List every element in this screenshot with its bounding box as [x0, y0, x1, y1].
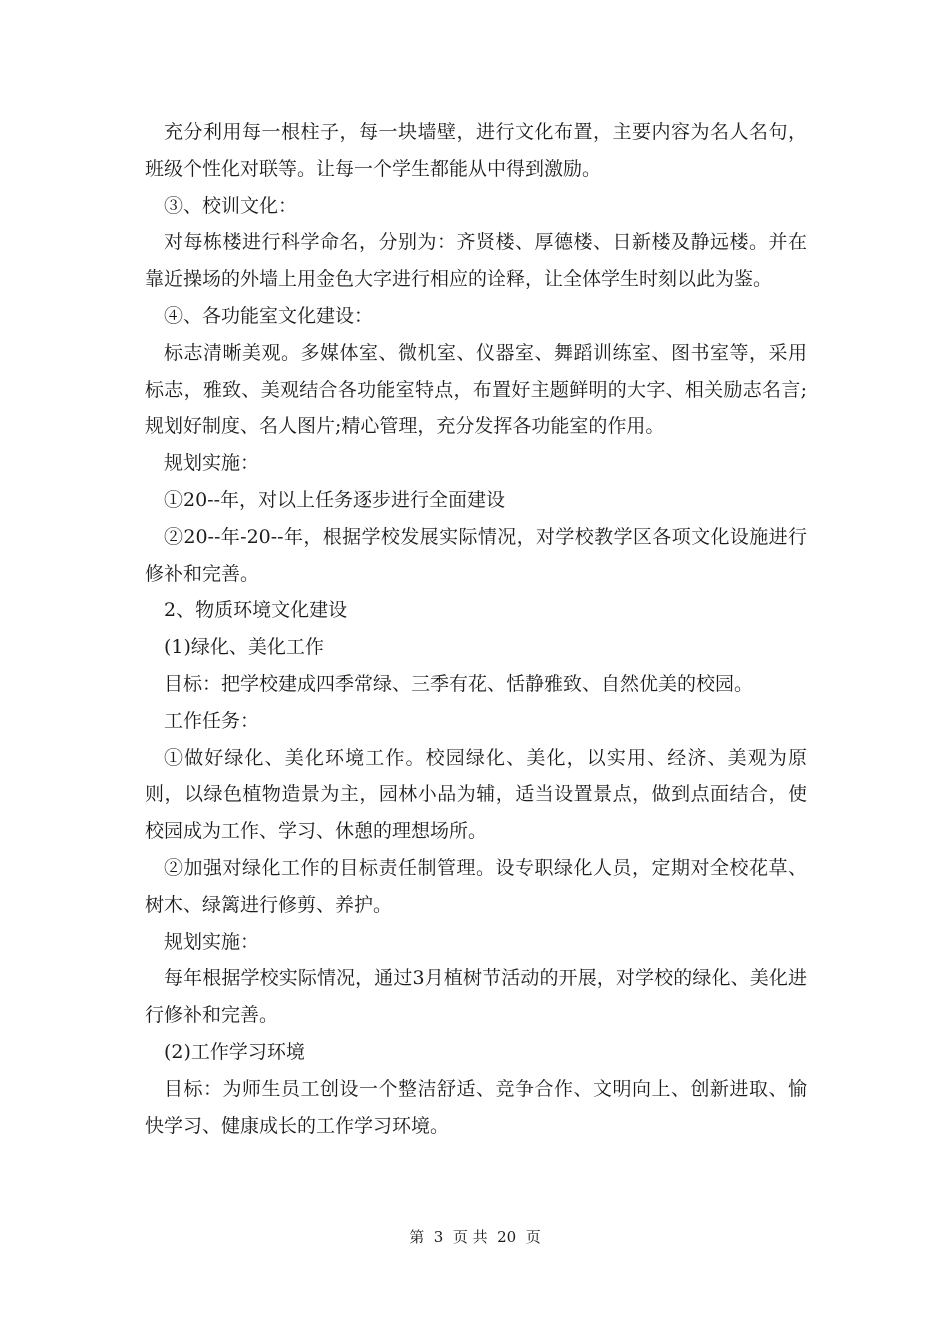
paragraph-11: 目标：把学校建成四季常绿、三季有花、恬静雅致、自然优美的校园。: [164, 672, 754, 695]
heading-work-study-environment: (2)工作学习环境: [164, 1040, 305, 1063]
paragraph-16: 每年根据学校实际情况，通过3月植树节活动的开展，对学校的绿化、美化进行修补和完善。: [145, 967, 807, 1027]
paragraph-13: ①做好绿化、美化环境工作。校园绿化、美化，以实用、经济、美观为原则，以绿色植物造景为主，园林小品为辅，适当设置景点，做到点面结合，使校园成为工作、学习、休憩的理想场所。: [145, 746, 807, 843]
paragraph-18: 目标：为师生员工创设一个整洁舒适、竞争合作、文明向上、创新进取、愉快学习、健康成长的工作学习环境。: [145, 1077, 807, 1137]
paragraph-7: ①20--年，对以上任务逐步进行全面建设: [164, 488, 506, 511]
page-footer: 第 3 页 共 20 页: [409, 1228, 541, 1246]
paragraph-14: ②加强对绿化工作的目标责任制管理。设专职绿化人员，定期对全校花草、树木、绿篱进行修剪、养护。: [145, 856, 807, 916]
heading-school-motto-culture: ③、校训文化：: [164, 194, 298, 217]
paragraph-5: 标志清晰美观。多媒体室、微机室、仪器室、舞蹈训练室、图书室等，采用标志，雅致、美观结合各功能室特点，布置好主题鲜明的大字、相关励志名言;规划好制度、名人图片;精心管理，充分发挥各功能室的作用。: [145, 341, 807, 438]
heading-greening-beautifying: (1)绿化、美化工作: [164, 636, 324, 659]
heading-plan-implementation-2: 规划实施：: [164, 930, 260, 953]
paragraph-1: 充分利用每一根柱子，每一块墙壁，进行文化布置，主要内容为名人名句，班级个性化对联等。让每一个学生都能从中得到激励。: [145, 121, 807, 180]
paragraph-3: 对每栋楼进行科学命名，分别为：齐贤楼、厚德楼、日新楼及静远楼。并在靠近操场的外墙上用金色大字进行相应的诠释，让全体学生时刻以此为鉴。: [145, 231, 807, 291]
heading-plan-implementation-1: 规划实施：: [164, 452, 260, 475]
heading-function-room-culture: ④、各功能室文化建设：: [164, 304, 374, 327]
heading-work-tasks: 工作任务：: [164, 709, 260, 732]
document-body: [145, 114, 807, 1144]
paragraph-8: ②20--年-20--年，根据学校发展实际情况，对学校教学区各项文化设施进行修补和完善。: [145, 525, 807, 585]
heading-material-environment: 2、物质环境文化建设: [164, 599, 348, 622]
